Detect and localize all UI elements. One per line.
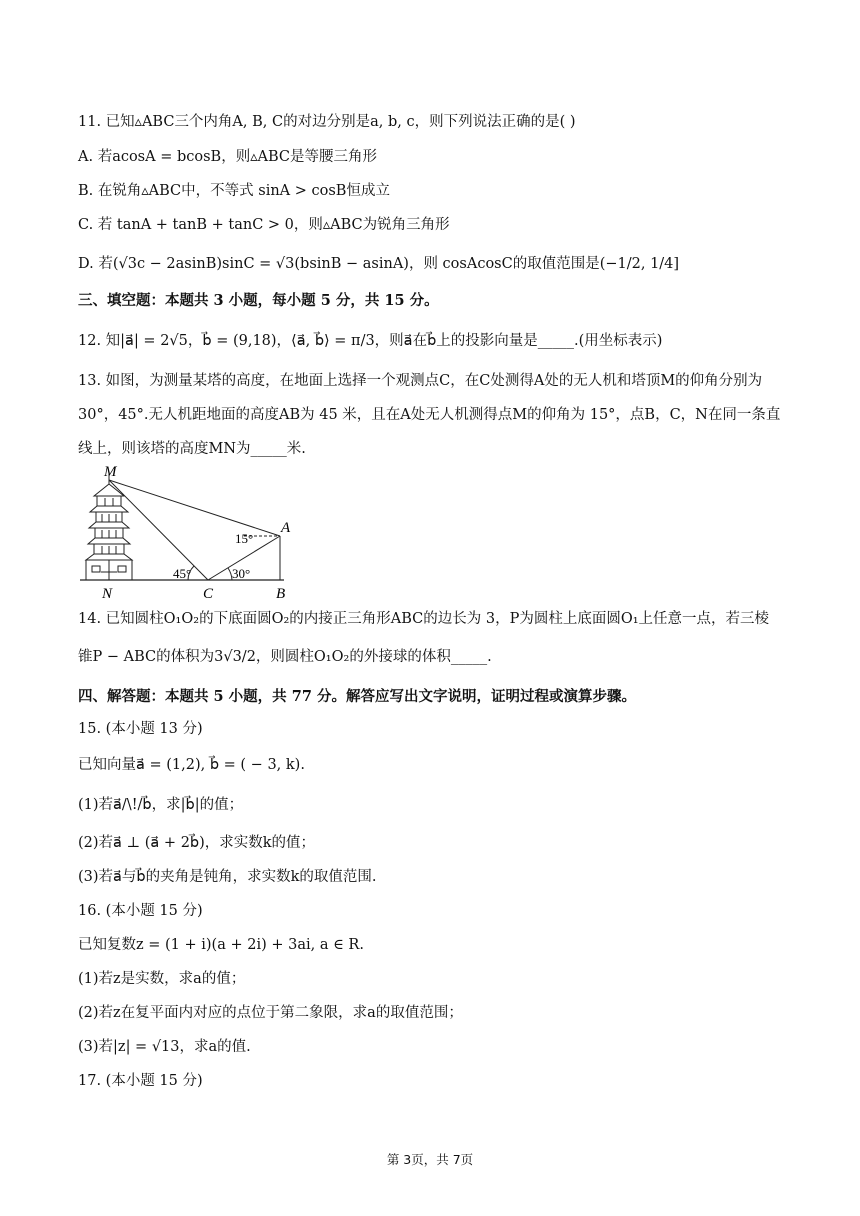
question-15-part-1: (1)若a⃗/\!/b⃗，求|b⃗|的值； [78, 797, 244, 813]
angle-label-30: 30° [232, 566, 251, 581]
question-11-option-b: B. 在锐角▵ABC中，不等式 sinA > cosB恒成立 [78, 183, 390, 199]
question-13-line-3: 线上，则该塔的高度MN为_____米. [78, 441, 306, 457]
label-m: M [104, 464, 117, 480]
question-15-part-3: (3)若a⃗与b⃗的夹角是钝角，求实数k的取值范围. [78, 869, 377, 885]
line-m-c [109, 480, 208, 580]
question-12: 12. 知|a⃗| = 2√5，b⃗ = (9,18)，⟨a⃗, b⃗⟩ = π/3，则a⃗在b⃗上的投影向量是_____.(用坐标表示) [78, 333, 663, 349]
section-4-heading: 四、解答题：本题共 5 小题，共 77 分。解答应写出文字说明，证明过程或演算步骤。 [78, 688, 636, 705]
page-footer: 第 3页，共 7页 [386, 1152, 474, 1167]
label-c: C [203, 586, 214, 602]
label-b: B [276, 586, 286, 602]
question-13-line-2: 30°，45°.无人机距地面的高度AB为 45 米，且在A处无人机测得点M的仰角为 15°，点B，C，N在同一条直 [78, 407, 781, 423]
question-14-line-2: 锥P − ABC的体积为3√3/2，则圆柱O₁O₂的外接球的体积_____. [78, 649, 492, 665]
question-15-part-2: (2)若a⃗ ⊥ (a⃗ + 2b⃗)，求实数k的值； [78, 835, 316, 851]
section-3-heading: 三、填空题：本题共 3 小题，每小题 5 分，共 15 分。 [78, 292, 439, 309]
question-15-header: 15. (本小题 13 分) [78, 721, 203, 737]
question-16-part-2: (2)若z在复平面内对应的点位于第二象限，求a的取值范围； [78, 1005, 463, 1021]
angle-label-45: 45° [173, 566, 192, 581]
question-11-option-d: D. 若(√3c − 2asinB)sinC = √3(bsinB − asinA)，则 cosAcosC的取值范围是(−1/2, 1/4] [78, 256, 680, 272]
question-11-stem: 11. 已知▵ABC三个内角A, B, C的对边分别是a, b, c，则下列说法正确的是( ) [78, 114, 576, 130]
question-15-given: 已知向量a⃗ = (1,2), b⃗ = ( − 3, k). [78, 757, 305, 773]
question-16-given: 已知复数z = (1 + i)(a + 2i) + 3ai, a ∈ R. [78, 937, 364, 953]
question-14-line-1: 14. 已知圆柱O₁O₂的下底面圆O₂的内接正三角形ABC的边长为 3，P为圆柱上底面圆O₁上任意一点，若三棱 [78, 611, 770, 627]
question-11-option-a: A. 若acosA = bcosB，则▵ABC是等腰三角形 [78, 149, 377, 165]
question-11-option-c: C. 若 tanA + tanB + tanC > 0，则▵ABC为锐角三角形 [78, 217, 450, 233]
pagoda-icon [86, 474, 132, 580]
question-13-line-1: 13. 如图，为测量某塔的高度，在地面上选择一个观测点C，在C处测得A处的无人机和塔顶M的仰角分别为 [78, 373, 763, 389]
label-n: N [102, 586, 113, 602]
tower-measurement-figure [72, 462, 302, 604]
question-17-header: 17. (本小题 15 分) [78, 1073, 203, 1089]
question-16-part-1: (1)若z是实数，求a的值； [78, 971, 246, 987]
question-16-part-3: (3)若|z| = √13，求a的值. [78, 1039, 251, 1055]
line-m-a [109, 480, 280, 536]
question-16-header: 16. (本小题 15 分) [78, 903, 203, 919]
angle-label-15: 15° [235, 531, 254, 546]
label-a: A [281, 520, 291, 536]
